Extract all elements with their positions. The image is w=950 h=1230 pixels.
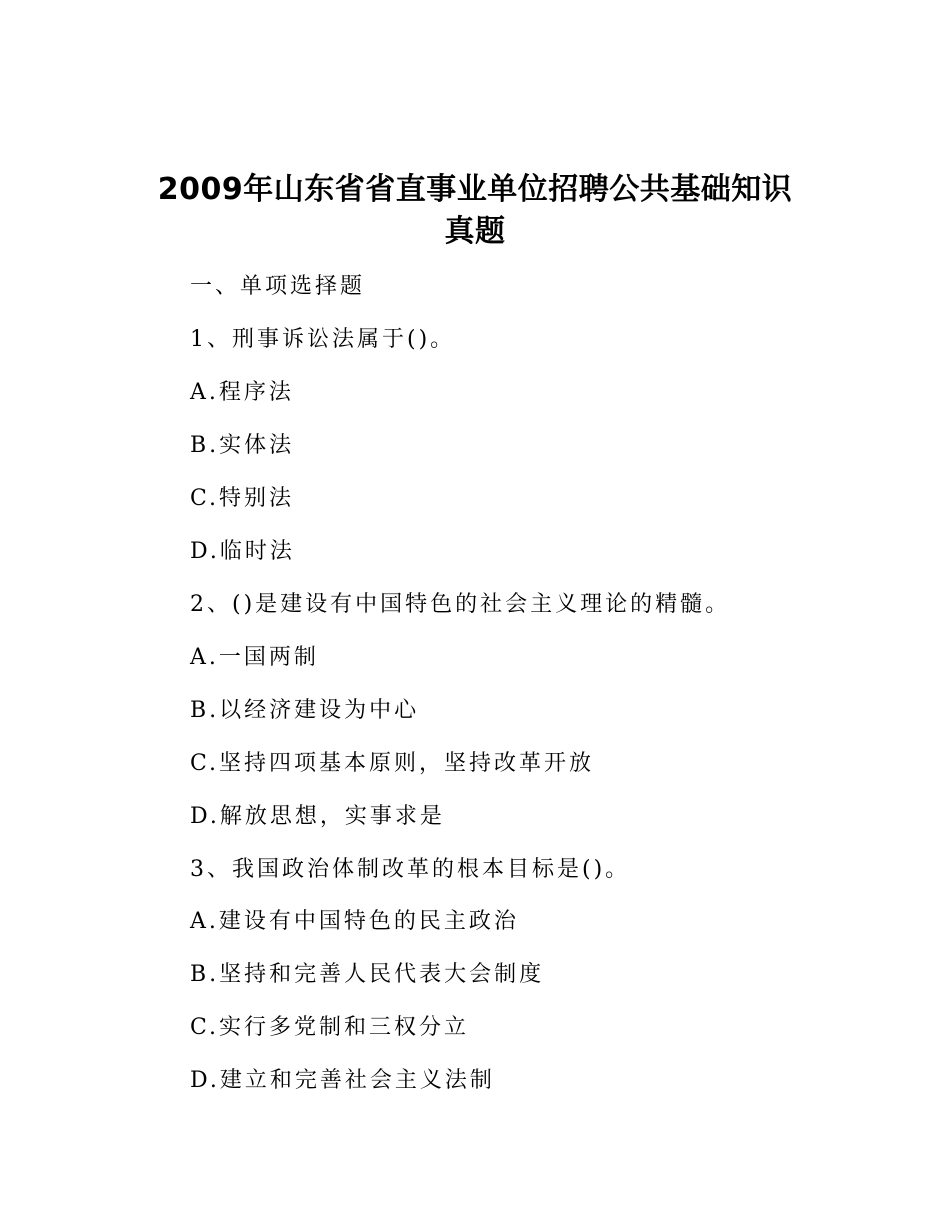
question-3-option-b: B.坚持和完善人民代表大会制度 xyxy=(190,962,545,987)
question-1-option-d: D.临时法 xyxy=(190,539,295,564)
question-2-option-b: B.以经济建设为中心 xyxy=(190,698,420,723)
question-1-option-b: B.实体法 xyxy=(190,433,295,458)
question-2-stem: 2、()是建设有中国特色的社会主义理论的精髓。 xyxy=(190,592,731,617)
question-2-option-a: A.一国两制 xyxy=(190,645,319,670)
question-1-option-c: C.特别法 xyxy=(190,486,295,511)
question-3-stem: 3、我国政治体制改革的根本目标是()。 xyxy=(190,857,631,882)
question-2-option-d: D.解放思想，实事求是 xyxy=(190,804,445,829)
question-3-option-d: D.建立和完善社会主义法制 xyxy=(190,1068,495,1093)
question-2-option-c: C.坚持四项基本原则，坚持改革开放 xyxy=(190,751,595,776)
document-title-line-1: 2009年山东省省直事业单位招聘公共基础知识 xyxy=(157,172,793,207)
section-heading: 一、单项选择题 xyxy=(190,274,366,299)
document-title-line-2: 真题 xyxy=(444,214,506,249)
question-1-stem: 1、刑事诉讼法属于()。 xyxy=(190,327,456,352)
question-1-option-a: A.程序法 xyxy=(190,380,294,405)
question-3-option-a: A.建设有中国特色的民主政治 xyxy=(190,909,519,934)
question-3-option-c: C.实行多党制和三权分立 xyxy=(190,1015,470,1040)
